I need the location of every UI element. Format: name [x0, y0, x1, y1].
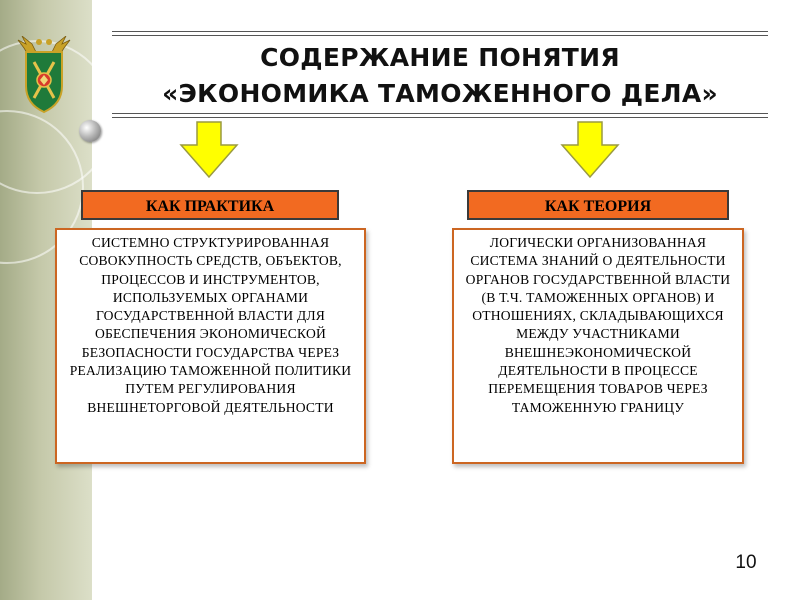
theory-description	[452, 228, 744, 464]
customs-emblem-icon	[16, 36, 72, 114]
title-rule-top	[112, 31, 768, 32]
slide-title	[112, 40, 768, 112]
practice-description-text: СИСТЕМНО СТРУКТУРИРОВАННАЯ СОВОКУПНОСТЬ СРЕДСТВ, ОБЪЕКТОВ, ПРОЦЕССОВ И ИНСТРУМЕНТОВ, ИСПОЛЬЗУЕМЫХ ОРГАНАМИ ГОСУДАРСТВЕННОЙ ВЛАСТИ ДЛЯ ОБЕСПЕЧЕНИЯ ЭКОНОМИЧЕСКОЙ БЕЗОПАСНОСТИ ГОСУДАРСТВА ЧЕРЕЗ РЕАЛИЗАЦИЮ ТАМОЖЕННОЙ ПОЛИТИКИ ПУТЕМ РЕГУЛИРОВАНИЯ ВНЕШНЕТОРГОВОЙ ДЕЯТЕЛЬНОСТИ	[69, 235, 352, 415]
pushpin-icon	[79, 120, 101, 142]
title-rule-bottom	[112, 113, 768, 114]
theory-heading	[467, 190, 729, 220]
title-rule-bottom	[112, 117, 768, 118]
arrow-down-icon	[560, 121, 620, 179]
theory-heading-label: КАК ТЕОРИЯ	[544, 198, 652, 215]
practice-heading	[81, 190, 339, 220]
arrow-down-icon	[179, 121, 239, 179]
title-line-1: СОДЕРЖАНИЕ ПОНЯТИЯ	[260, 43, 620, 72]
title-rule-top	[112, 35, 768, 36]
practice-description	[55, 228, 366, 464]
title-line-2: «ЭКОНОМИКА ТАМОЖЕННОГО ДЕЛА»	[162, 79, 718, 108]
practice-heading-label: КАК ПРАКТИКА	[145, 198, 275, 215]
page-number: 10	[735, 552, 757, 573]
theory-description-text: ЛОГИЧЕСКИ ОРГАНИЗОВАННАЯ СИСТЕМА ЗНАНИЙ О ДЕЯТЕЛЬНОСТИ ОРГАНОВ ГОСУДАРСТВЕННОЙ ВЛАСТИ (В Т.Ч. ТАМОЖЕННЫХ ОРГАНОВ) И ОТНОШЕНИЯХ, СКЛАДЫВАЮЩИХСЯ МЕЖДУ УЧАСТНИКАМИ ВНЕШНЕЭКОНОМИЧЕСКОЙ ДЕЯТЕЛЬНОСТИ В ПРОЦЕССЕ ПЕРЕМЕЩЕНИЯ ТОВАРОВ ЧЕРЕЗ ТАМОЖЕННУЮ ГРАНИЦУ	[465, 235, 731, 415]
